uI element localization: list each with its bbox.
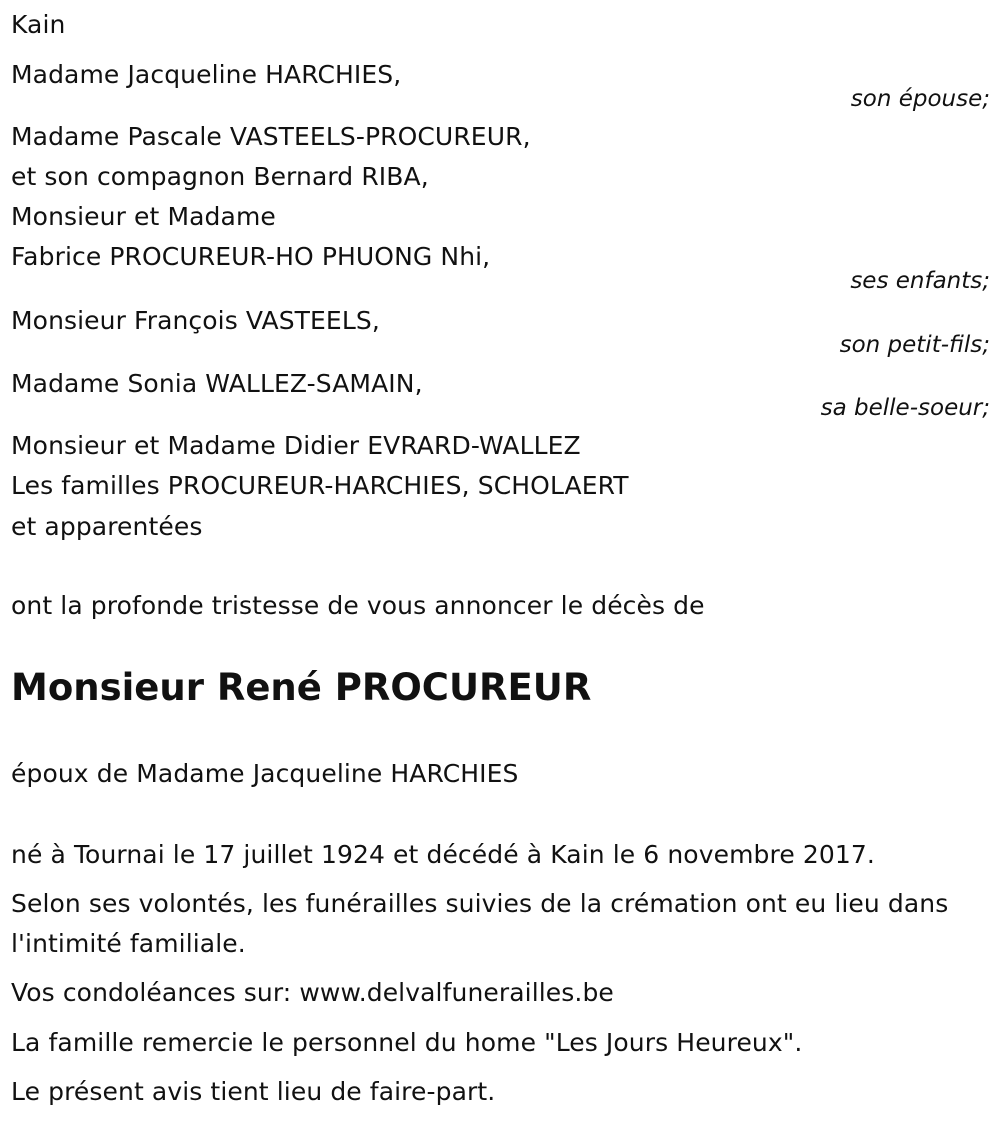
children-role: ses enfants; (850, 268, 990, 294)
sister-in-law-role: sa belle-soeur; (820, 395, 990, 421)
funeral-info-continued: l'intimité familiale. (11, 929, 246, 958)
child-line: Madame Pascale VASTEELS-PROCUREUR, (11, 122, 531, 151)
deceased-name: Monsieur René PROCUREUR (11, 666, 592, 709)
child-line: Fabrice PROCUREUR-HO PHUONG Nhi, (11, 242, 491, 271)
announcement: ont la profonde tristesse de vous annoncer le décès de (11, 591, 705, 620)
deceased-spouse: époux de Madame Jacqueline HARCHIES (11, 759, 519, 788)
grandson-name: Monsieur François VASTEELS, (11, 306, 380, 335)
notice-line: Le présent avis tient lieu de faire-part. (11, 1077, 496, 1106)
birth-death-dates: né à Tournai le 17 juillet 1924 et décédé à Kain le 6 novembre 2017. (11, 840, 875, 869)
sister-in-law-name: Madame Sonia WALLEZ-SAMAIN, (11, 369, 423, 398)
thanks-line: La famille remercie le personnel du home "Les Jours Heureux". (11, 1028, 803, 1057)
condolences-line: Vos condoléances sur: www.delvalfunerailles.be (11, 978, 614, 1007)
relatives-line: Les familles PROCUREUR-HARCHIES, SCHOLAERT (11, 471, 629, 500)
spouse-role: son épouse; (850, 86, 990, 112)
child-line: et son compagnon Bernard RIBA, (11, 162, 429, 191)
relatives-line: Monsieur et Madame Didier EVRARD-WALLEZ (11, 431, 581, 460)
relatives-line: et apparentées (11, 512, 203, 541)
funeral-info: Selon ses volontés, les funérailles suivies de la crémation ont eu lieu dans (11, 889, 949, 918)
child-line: Monsieur et Madame (11, 202, 276, 231)
spouse-name: Madame Jacqueline HARCHIES, (11, 60, 402, 89)
location: Kain (11, 10, 66, 39)
grandson-role: son petit-fils; (839, 332, 990, 358)
